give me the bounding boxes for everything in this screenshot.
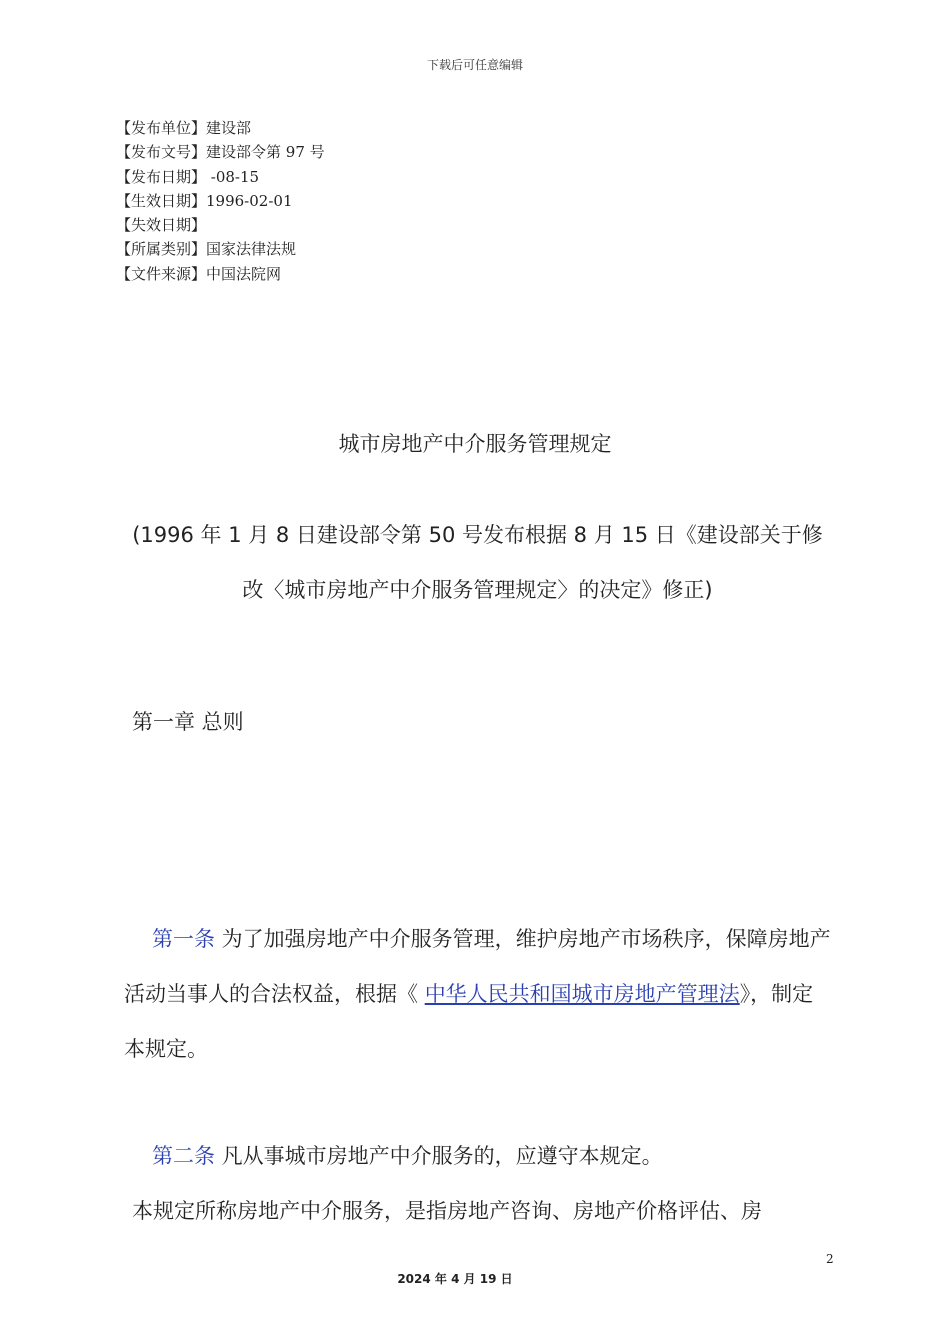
document-title: 城市房地产中介服务管理规定 xyxy=(338,432,612,456)
footer-date: 2024 年 4 月 19 日 xyxy=(397,1272,513,1286)
law-link[interactable]: 中华人民共和国城市房地产管理法 xyxy=(424,982,740,1006)
meta-effective-date: 【生效日期】1996-02-01 xyxy=(116,191,293,210)
header-note: 下载后可任意编辑 xyxy=(426,58,523,72)
document-subtitle: (1996 年 1 月 8 日建设部令第 50 号发布根据 8 月 15 日《建设部关于修改〈城市房地产中介服务管理规定〉的决定》修正) xyxy=(132,523,823,602)
meta-expiry-date: 【失效日期】 xyxy=(116,216,207,235)
meta-issuer: 【发布单位】建设部 xyxy=(116,119,252,137)
chapter-heading: 第一章 总则 xyxy=(132,710,244,734)
article-1-text: 为了加强房地产中介服务管理，维护房地产市场秩序，保障房地产活动当事人的合法权益，根据《 xyxy=(124,927,831,1006)
meta-category: 【所属类别】国家法律法规 xyxy=(116,240,297,259)
article-1-text-end: 》，制定本规定。 xyxy=(124,982,814,1061)
article-2-continuation: 本规定所称房地产中介服务，是指房地产咨询、房地产价格评估、房 xyxy=(132,1199,762,1223)
page-number: 2 xyxy=(826,1252,834,1266)
meta-issue-date: 【发布日期】 -08-15 xyxy=(116,167,260,186)
article-2-text: 凡从事城市房地产中介服务的，应遵守本规定。 xyxy=(215,1144,663,1168)
document-metadata xyxy=(116,116,325,286)
article-1 xyxy=(124,912,834,1077)
article-2 xyxy=(124,1129,834,1184)
meta-doc-number: 【发布文号】建设部令第 97 号 xyxy=(116,143,325,162)
article-1-label: 第一条 xyxy=(152,927,215,951)
article-2-label: 第二条 xyxy=(152,1144,215,1168)
meta-source: 【文件来源】中国法院网 xyxy=(116,264,282,283)
